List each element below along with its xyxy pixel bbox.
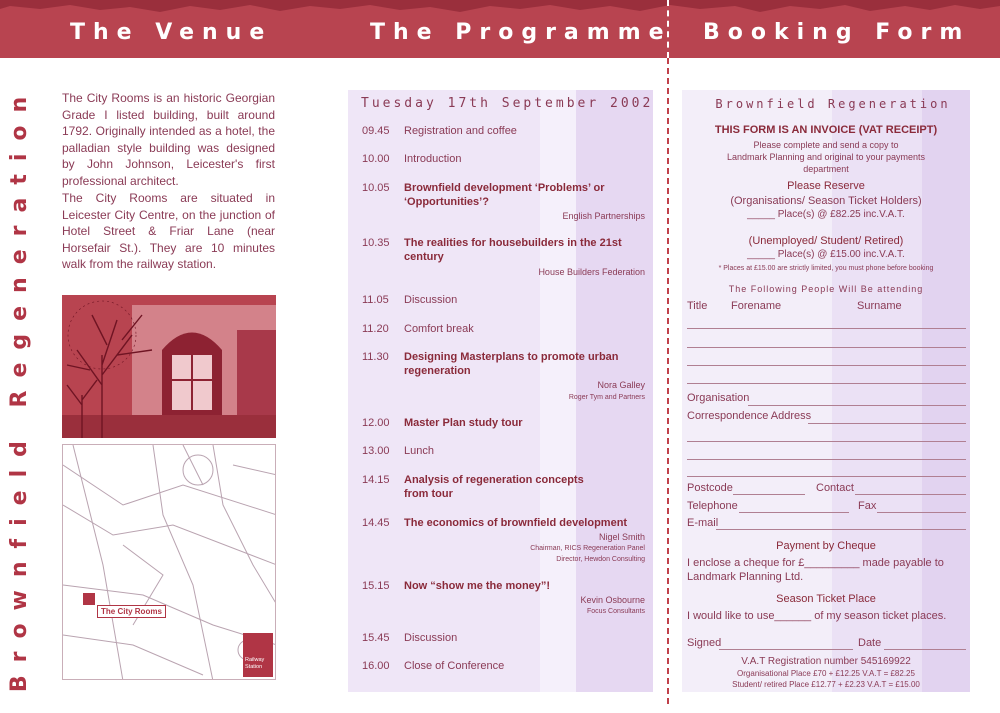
address-field-4[interactable] <box>687 476 966 477</box>
address-field-1[interactable] <box>808 423 966 424</box>
item-title: Designing Masterplans to promote urban regeneration <box>404 351 619 377</box>
postcode-label: Postcode <box>687 482 733 494</box>
item-affiliation: Roger Tym and Partners <box>568 394 645 401</box>
attendee-line-4[interactable] <box>687 383 966 384</box>
correspondence-label: Correspondence Address <box>687 410 812 422</box>
item-title: Discussion <box>404 632 458 644</box>
place-price-2[interactable]: _____ Place(s) @ £15.00 inc.V.A.T. <box>747 249 905 260</box>
item-affiliation: Director, Hewdon Consulting <box>556 556 645 563</box>
item-time: 09.45 <box>362 125 390 137</box>
fold-line-header <box>667 0 669 58</box>
payment-heading: Payment by Cheque <box>776 540 876 552</box>
venue-heading: The Venue <box>70 20 273 45</box>
cheque-line-2: Landmark Planning Ltd. <box>687 571 804 583</box>
railway-station-marker <box>243 633 273 677</box>
attendee-line-1[interactable] <box>687 328 966 329</box>
item-speaker: Kevin Osbourne <box>580 595 645 605</box>
unemployed-student-retired: (Unemployed/ Student/ Retired) <box>748 235 904 247</box>
organisational-place-price: Organisational Place £70 + £12.25 V.A.T = £82.25 <box>737 669 915 678</box>
instructions-line-2: Landmark Planning and original to your payments <box>726 152 926 162</box>
org-season-holders: (Organisations/ Season Ticket Holders) <box>730 195 922 207</box>
place-price-1[interactable]: _____ Place(s) @ £82.25 inc.V.A.T. <box>747 209 905 220</box>
col-forename: Forename <box>731 300 782 312</box>
item-title: The economics of brownfield development <box>404 517 628 529</box>
railway-station-label: Railway Station <box>245 657 265 670</box>
signed-label: Signed <box>687 637 722 649</box>
item-title: Introduction <box>404 153 462 165</box>
contact-label: Contact <box>816 482 854 494</box>
header-banner <box>0 0 1000 58</box>
item-time: 15.15 <box>362 580 390 592</box>
instructions-line-3: department <box>803 164 849 174</box>
contact-field[interactable] <box>855 494 966 495</box>
item-time: 11.30 <box>362 351 389 363</box>
date-label: Date <box>858 637 882 649</box>
item-title: Registration and coffee <box>404 125 517 137</box>
item-time: 14.45 <box>362 517 390 529</box>
student-place-price: Student/ retired Place £12.77 + £2.23 V.A.T = £15.00 <box>732 680 920 689</box>
location-map <box>62 444 276 680</box>
programme-heading: The Programme <box>370 20 672 45</box>
instructions-line-1: Please complete and send a copy to <box>753 140 899 150</box>
telephone-field[interactable] <box>739 512 849 513</box>
item-title: Comfort break <box>404 323 474 335</box>
booking-form-heading: Booking Form <box>703 20 971 45</box>
item-time: 15.45 <box>362 632 390 644</box>
attending-heading: The Following People Will Be attending <box>728 284 924 294</box>
item-time: 10.05 <box>362 182 390 194</box>
item-title: Now “show me the money”! <box>404 580 551 592</box>
email-label: E-mail <box>687 517 719 529</box>
col-surname: Surname <box>857 300 902 312</box>
item-speaker: English Partnerships <box>562 211 645 221</box>
item-affiliation: Focus Consultants <box>587 608 645 615</box>
item-title: Master Plan study tour <box>404 417 523 429</box>
header-rough-edge <box>0 0 1000 14</box>
venue-location: The City Rooms are situated in Leicester City Centre, on the junction of Hotel Street & Friar Lane (near Horsefair St.). They are 10 minutes walk from the railway station. <box>62 191 275 272</box>
fold-line <box>667 58 669 704</box>
item-time: 12.00 <box>362 417 390 429</box>
item-time: 13.00 <box>362 445 390 457</box>
telephone-label: Telephone <box>687 500 738 512</box>
postcode-field[interactable] <box>733 494 805 495</box>
vertical-title: Brownfield Regeneration <box>7 83 32 693</box>
item-time: 10.35 <box>362 237 390 249</box>
item-title: Close of Conference <box>404 660 505 672</box>
fax-label: Fax <box>858 500 877 512</box>
organisation-label: Organisation <box>687 392 750 404</box>
attendee-line-3[interactable] <box>687 365 966 366</box>
places-note: * Places at £15.00 are strictly limited, you must phone before booking <box>718 265 934 272</box>
col-title: Title <box>687 300 708 312</box>
item-time: 11.20 <box>362 323 389 335</box>
invoice-notice: THIS FORM IS AN INVOICE (VAT RECEIPT) <box>714 124 938 136</box>
item-affiliation: Chairman, RICS Regeneration Panel <box>530 545 645 552</box>
address-field-3[interactable] <box>687 459 966 460</box>
organisation-field[interactable] <box>748 405 966 406</box>
email-field[interactable] <box>716 529 966 530</box>
item-title: Analysis of regeneration concepts from tour <box>404 474 584 500</box>
attendee-line-2[interactable] <box>687 347 966 348</box>
please-reserve: Please Reserve <box>787 180 865 192</box>
item-speaker: House Builders Federation <box>538 267 645 277</box>
item-title: Discussion <box>404 294 458 306</box>
item-time: 10.00 <box>362 153 390 165</box>
vat-registration: V.A.T Registration number 545169922 <box>741 656 911 667</box>
map-label-city-rooms: The City Rooms <box>97 605 166 618</box>
season-ticket-heading: Season Ticket Place <box>776 593 876 605</box>
programme-date: Tuesday 17th September 2002 <box>361 96 654 111</box>
signature-field[interactable] <box>719 649 853 650</box>
venue-photo <box>62 295 276 438</box>
address-field-2[interactable] <box>687 441 966 442</box>
cheque-line-1[interactable]: I enclose a cheque for £_________ made payable to <box>687 557 944 569</box>
item-speaker: Nora Galley <box>597 380 645 390</box>
item-title: Brownfield development ‘Problems’ or ‘Opportunities’? <box>404 182 605 208</box>
form-heading: Brownfield Regeneration <box>715 97 951 111</box>
venue-description: The City Rooms is an historic Georgian Grade I listed building, built around 1792. Originally intended as a hotel, the palladian style building was designed by John Johnson, Leicester's first professional architect. <box>62 91 275 188</box>
item-time: 14.15 <box>362 474 390 486</box>
fax-field[interactable] <box>877 512 966 513</box>
season-ticket-text[interactable]: I would like to use______ of my season ticket places. <box>687 610 947 622</box>
item-time: 11.05 <box>362 294 389 306</box>
item-speaker: Nigel Smith <box>598 532 645 542</box>
date-field[interactable] <box>884 649 966 650</box>
item-title: The realities for housebuilders in the 21st century <box>404 237 622 263</box>
item-title: Lunch <box>404 445 434 457</box>
building-illustration <box>62 295 276 438</box>
item-time: 16.00 <box>362 660 390 672</box>
